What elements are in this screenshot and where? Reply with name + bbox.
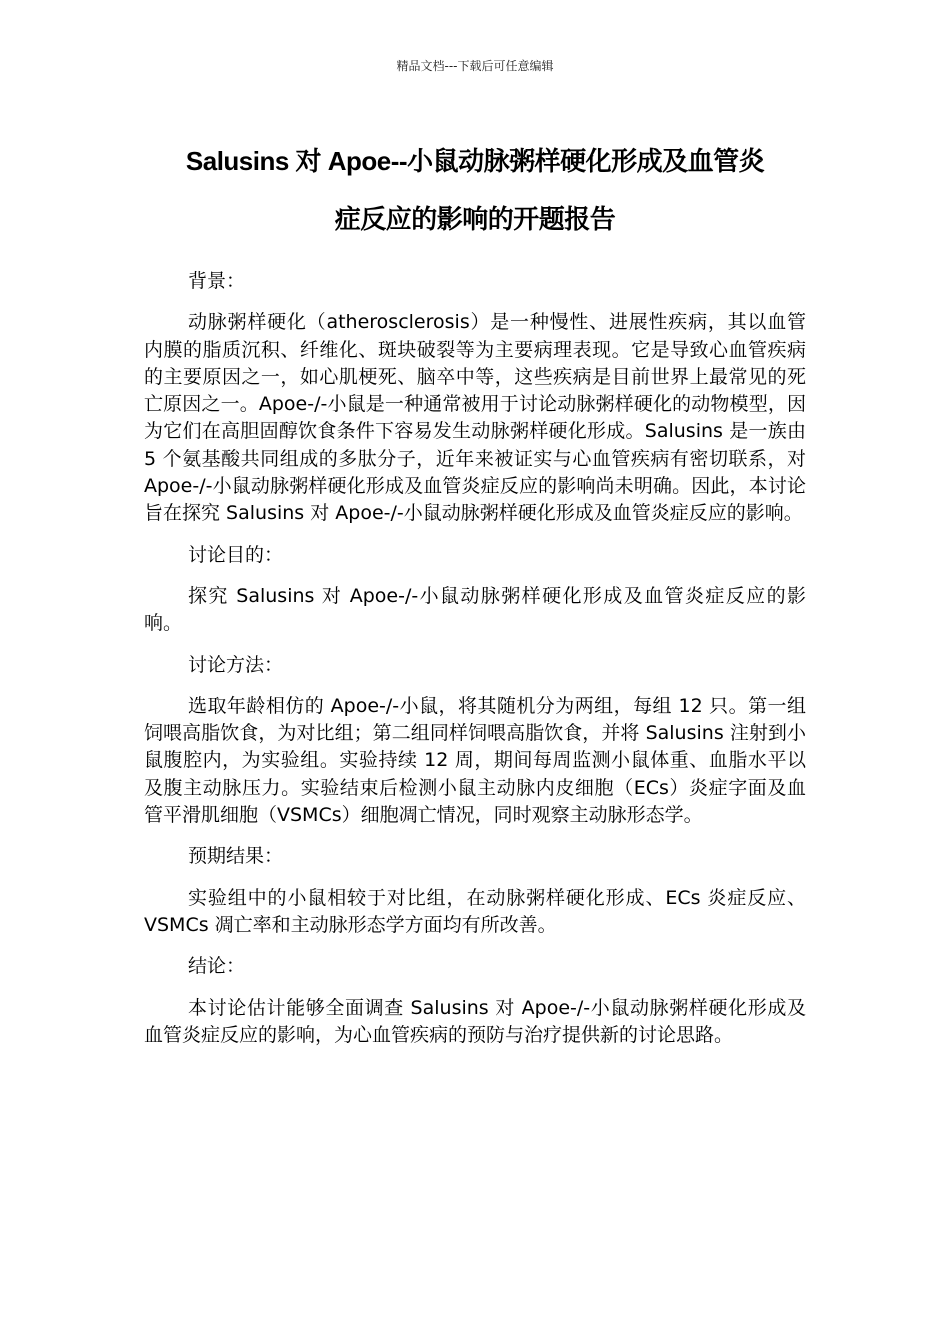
title-line-1: Salusins 对 Apoe--小鼠动脉粥样硬化形成及血管炎 [185,146,765,176]
conclusion-paragraph: 本讨论估计能够全面调查 Salusins 对 Apoe-/-小鼠动脉粥样硬化形成及血管炎症反应的影响，为心血管疾病的预防与治疗提供新的讨论思路。 [144,996,806,1046]
purpose-heading: 讨论目的： [188,543,284,566]
header-note: 精品文档---下载后可任意编辑 [396,59,554,73]
document-title [130,132,820,248]
conclusion-heading: 结论： [188,955,246,978]
title-line-2: 症反应的影响的开题报告 [334,204,616,234]
methods-heading: 讨论方法： [188,653,284,676]
background-paragraph: 动脉粥样硬化（atherosclerosis）是一种慢性、进展性疾病，其以血管内膜的脂质沉积、纤维化、斑块破裂等为主要病理表现。它是导致心血管疾病的主要原因之一，如心肌梗死、脑卒中等，这些疾病是目前世界上最常见的死亡原因之一。Apoe-/-小鼠是一种通常被用于讨论动脉粥样硬化的动物模型，因为它们在高胆固醇饮食条件下容易发生动脉粥样硬化形成。Salusins 是一族由 5 个氨基酸共同组成的多肽分子，近年来被证实与心血管疾病有密切联系，对 Apoe-/-小鼠动脉粥样硬化形成及血管炎症反应的影响尚未明确。因此，本讨论旨在探究 Salusins 对 Apoe-/-小鼠动脉粥样硬化形成及血管炎症反应的影响。 [144,311,806,525]
expected-results-paragraph: 实验组中的小鼠相较于对比组，在动脉粥样硬化形成、ECs 炎症反应、VSMCs 凋亡率和主动脉形态学方面均有所改善。 [144,886,806,936]
methods-paragraph: 选取年龄相仿的 Apoe-/-小鼠，将其随机分为两组，每组 12 只。第一组饲喂高脂饮食，为对比组；第二组同样饲喂高脂饮食，并将 Salusins 注射到小鼠腹腔内，为实验组。实验持续 12 周，期间每周监测小鼠体重、血脂水平以及腹主动脉压力。实验结束后检测小鼠主动脉内皮细胞（ECs）炎症字面及血管平滑肌细胞（VSMCs）细胞凋亡情况，同时观察主动脉形态学。 [144,694,806,827]
expected-results-heading: 预期结果： [188,845,284,868]
purpose-paragraph: 探究 Salusins 对 Apoe-/-小鼠动脉粥样硬化形成及血管炎症反应的影响。 [144,584,806,635]
document-body [144,268,806,1063]
background-heading: 背景： [188,270,246,292]
